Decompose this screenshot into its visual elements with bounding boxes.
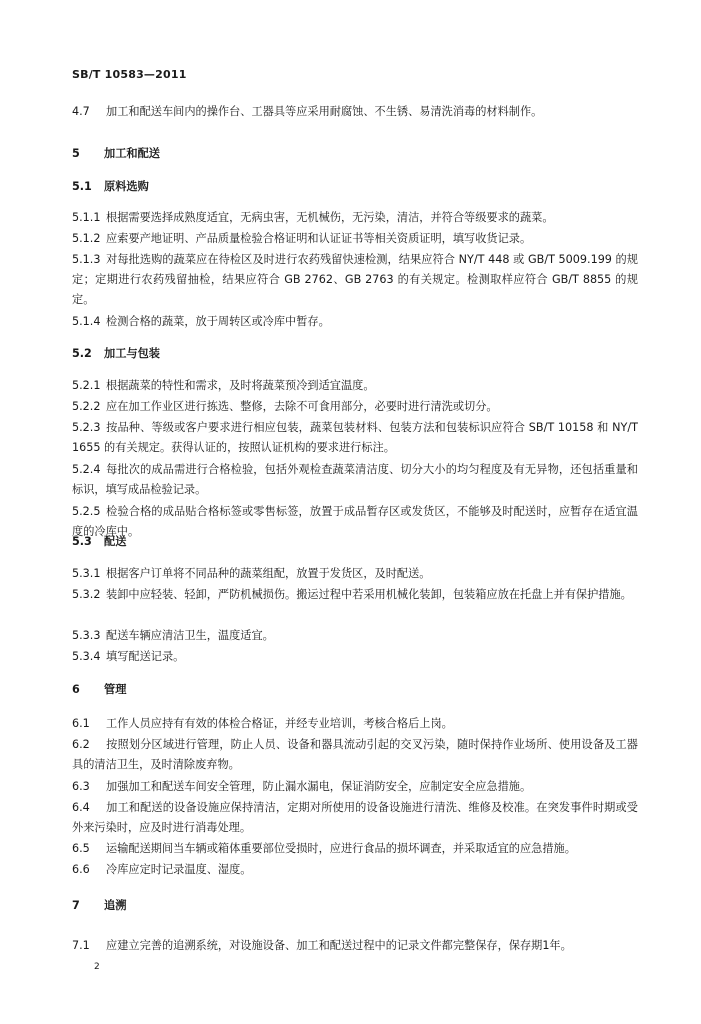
clause-text: 运输配送期间当车辆或箱体重要部位受损时，应进行食品的损坏调查，并采取适宜的应急措施。 — [106, 842, 576, 855]
clause-number: 6.2 — [72, 738, 90, 751]
clause-7-1 — [72, 936, 638, 956]
clause-number: 5.3.3 — [72, 629, 101, 642]
clause-text: 根据需要选择成熟度适宜，无病虫害，无机械伤，无污染，清洁，并符合等级要求的蔬菜。 — [106, 211, 554, 224]
clause-number: 5.3.4 — [72, 650, 101, 663]
clause-6-1 — [72, 714, 638, 734]
section-title: 原料选购 — [104, 180, 149, 193]
clause-5-1-1 — [72, 208, 638, 228]
section-title: 加工和配送 — [104, 147, 160, 160]
clause-text: 冷库应定时记录温度、湿度。 — [106, 863, 252, 876]
clause-5-3-4 — [72, 647, 638, 667]
clause-5-1-3 — [72, 250, 638, 310]
clause-number: 5.2.3 — [72, 421, 101, 434]
section-number: 5.3 — [72, 535, 92, 548]
section-title: 管理 — [104, 683, 127, 696]
clause-6-2 — [72, 735, 638, 775]
clause-text: 应索要产地证明、产品质量检验合格证明和认证证书等相关资质证明，填写收货记录。 — [106, 232, 532, 245]
clause-text: 应在加工作业区进行拣选、整修，去除不可食用部分，必要时进行清洗或切分。 — [106, 400, 498, 413]
clause-text: 检验合格的成品贴合格标签或零售标签，放置于成品暂存区或发货区，不能够及时配送时，应暂存在适宜温度的冷库中。 — [72, 505, 638, 538]
clause-number: 5.2.2 — [72, 400, 101, 413]
clause-text: 对每批选购的蔬菜应在待检区及时进行农药残留快速检测，结果应符合 NY/T 448 或 GB/T 5009.199 的规定；定期进行农药残留抽检，结果应符合 GB 2762、GB 2763 的有关规定。检测取样应符合 GB/T 8855 的规定。 — [72, 253, 638, 306]
clause-text: 按照划分区域进行管理，防止人员、设备和器具流动引起的交叉污染，随时保持作业场所、使用设备及工器具的清洁卫生，及时清除废弃物。 — [72, 738, 638, 771]
section-number: 5.1 — [72, 180, 92, 193]
clause-text: 加工和配送的设备设施应保持清洁，定期对所使用的设备设施进行清洗、维修及校准。在突发事件时期或受外来污染时，应及时进行消毒处理。 — [72, 801, 638, 834]
clause-text: 配送车辆应清洁卫生，温度适宜。 — [106, 629, 274, 642]
clause-number: 6.1 — [72, 717, 90, 730]
clause-number: 5.1.1 — [72, 211, 101, 224]
clause-number: 5.1.3 — [72, 253, 101, 266]
clause-text: 检测合格的蔬菜，放于周转区或冷库中暂存。 — [106, 315, 330, 328]
clause-text: 应建立完善的追溯系统，对设施设备、加工和配送过程中的记录文件都完整保存，保存期1年。 — [106, 939, 572, 952]
clause-text: 根据蔬菜的特性和需求，及时将蔬菜预冷到适宜温度。 — [106, 379, 375, 392]
section-5-2-heading — [72, 344, 638, 364]
clause-5-3-1 — [72, 564, 638, 584]
clause-text: 根据客户订单将不同品种的蔬菜组配，放置于发货区，及时配送。 — [106, 567, 431, 580]
clause-number: 5.1.2 — [72, 232, 101, 245]
section-6-heading — [72, 680, 638, 700]
clause-number: 5.2.4 — [72, 463, 101, 476]
clause-5-3-3 — [72, 626, 638, 646]
clause-text: 加工和配送车间内的操作台、工器具等应采用耐腐蚀、不生锈、易清洗消毒的材料制作。 — [106, 105, 543, 118]
clause-6-5 — [72, 839, 638, 859]
clause-number: 6.3 — [72, 780, 90, 793]
standard-code-header: SB/T 10583—2011 — [72, 68, 187, 81]
section-5-heading — [72, 144, 638, 164]
clause-6-6 — [72, 860, 638, 880]
clause-number: 5.1.4 — [72, 315, 101, 328]
clause-5-3-2 — [72, 585, 638, 605]
clause-number: 5.2.1 — [72, 379, 101, 392]
section-number: 5 — [72, 147, 80, 160]
clause-number: 5.3.2 — [72, 588, 101, 601]
section-title: 配送 — [104, 535, 127, 548]
clause-number: 6.4 — [72, 801, 90, 814]
clause-number: 7.1 — [72, 939, 90, 952]
clause-text: 每批次的成品需进行合格检验，包括外观检查蔬菜清洁度、切分大小的均匀程度及有无异物，还包括重量和标识，填写成品检验记录。 — [72, 463, 638, 496]
clause-number: 5.2.5 — [72, 505, 101, 518]
clause-6-4 — [72, 798, 638, 838]
clause-5-2-1 — [72, 376, 638, 396]
clause-text: 填写配送记录。 — [106, 650, 185, 663]
section-number: 5.2 — [72, 347, 92, 360]
clause-5-2-3 — [72, 418, 638, 458]
section-7-heading — [72, 896, 638, 916]
clause-5-2-2 — [72, 397, 638, 417]
clause-number: 6.6 — [72, 863, 90, 876]
section-number: 6 — [72, 683, 80, 696]
clause-number: 6.5 — [72, 842, 90, 855]
clause-text: 加强加工和配送车间安全管理，防止漏水漏电，保证消防安全，应制定安全应急措施。 — [106, 780, 532, 793]
clause-number: 5.3.1 — [72, 567, 101, 580]
clause-5-1-4 — [72, 312, 638, 332]
section-title: 追溯 — [104, 899, 127, 912]
clause-5-2-4 — [72, 460, 638, 500]
section-5-1-heading — [72, 177, 638, 197]
clause-4-7 — [72, 102, 638, 122]
clause-text: 装卸中应轻装、轻卸，严防机械损伤。搬运过程中若采用机械化装卸，包装箱应放在托盘上并有保护措施。 — [106, 588, 632, 601]
section-number: 7 — [72, 899, 80, 912]
section-5-3-heading — [72, 532, 638, 552]
page-number: 2 — [94, 962, 100, 972]
clause-text: 工作人员应持有有效的体检合格证，并经专业培训，考核合格后上岗。 — [106, 717, 453, 730]
clause-5-1-2 — [72, 229, 638, 249]
clause-text: 按品种、等级或客户要求进行相应包装，蔬菜包装材料、包装方法和包装标识应符合 SB/T 10158 和 NY/T 1655 的有关规定。获得认证的，按照认证机构的要求进行标注。 — [72, 421, 638, 454]
clause-6-3 — [72, 777, 638, 797]
clause-number: 4.7 — [72, 105, 90, 118]
section-title: 加工与包装 — [104, 347, 160, 360]
